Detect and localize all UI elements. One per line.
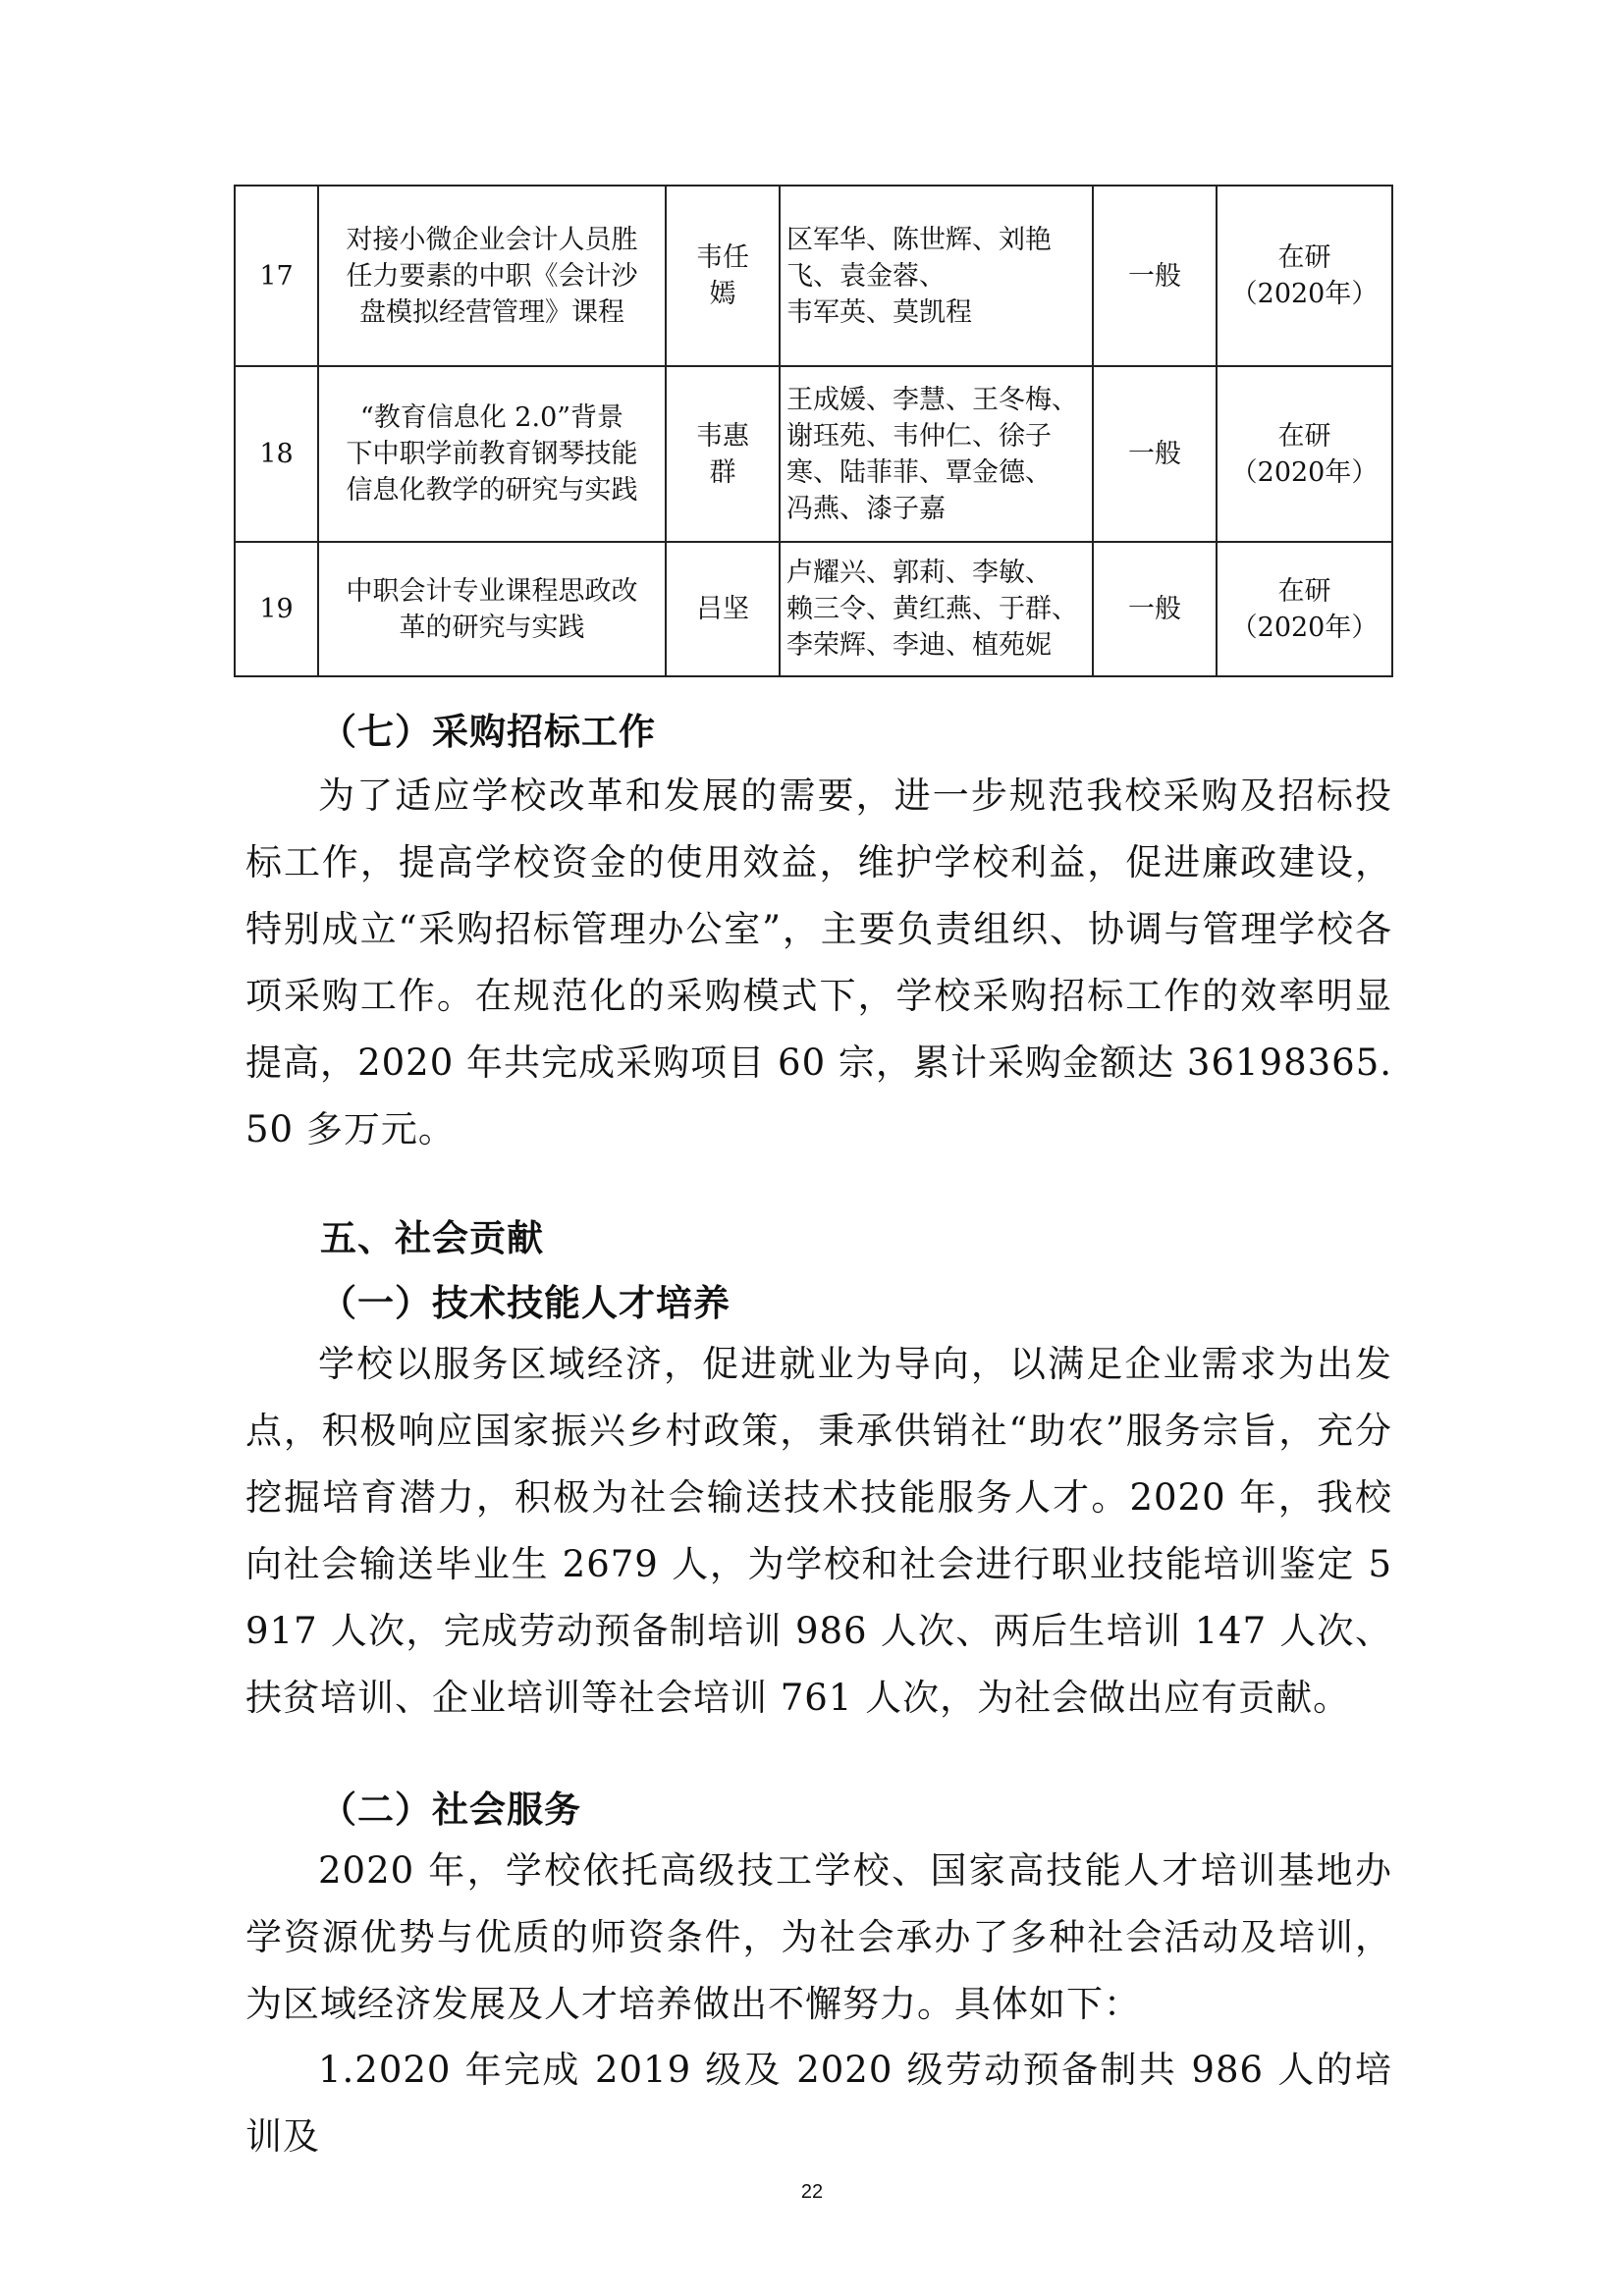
cell-project-title-line: “教育信息化 2.0”背景 [359,402,624,433]
cell-status-line: （2020年） [1230,612,1379,643]
cell-leader-line: 群 [709,456,736,488]
cell-number: 19 [235,542,318,676]
cell-members-line: 李荣辉、李迪、植苑妮 [786,630,1052,661]
cell-project-title-line: 任力要素的中职《会计沙 [346,260,638,292]
cell-level: 一般 [1093,366,1217,542]
table-row [235,542,1392,676]
page-number: 22 [800,2181,824,2203]
cell-members [780,542,1093,676]
cell-status-line: （2020年） [1230,279,1379,309]
cell-members-line: 寒、陆菲菲、覃金德、 [786,456,1052,488]
cell-status [1217,186,1392,366]
section-heading-procurement: （七）采购招标工作 [320,711,656,753]
cell-project-title [318,542,666,676]
table-row [235,186,1392,366]
cell-project-title [318,186,666,366]
cell-members [780,186,1093,366]
cell-members-line: 王成媛、李慧、王冬梅、 [786,384,1078,415]
table-row [235,366,1392,542]
cell-leader [666,366,780,542]
paragraph-item-1: 1.2020 年完成 2019 级及 2020 级劳动预备制共 986 人的培训及 [245,2049,1392,2158]
paragraph-talent-training: 学校以服务区域经济，促进就业为导向，以满足企业需求为出发点，积极响应国家振兴乡村政策，秉承供销社“助农”服务宗旨，充分挖掘培育潜力，积极为社会输送技术技能服务人才。2020 年，我校向社会输送毕业生 2679 人，为学校和社会进行职业技能培训鉴定 5917 人次，完成劳动预备制培训 986 人次、两后生培训 147 人次、扶贫培训、企业培训等社会培训 761 人次，为社会做出应有贡献。 [245,1343,1392,1719]
cell-status-line: （2020年） [1230,456,1379,488]
cell-project-title-line: 信息化教学的研究与实践 [346,475,638,506]
section-heading-talent-training: （一）技术技能人才培养 [320,1282,731,1324]
cell-members-line: 赖三令、黄红燕、于群、 [786,594,1078,624]
section-heading-social-service: （二）社会服务 [320,1789,581,1831]
cell-status [1217,542,1392,676]
paragraph-procurement: 为了适应学校改革和发展的需要，进一步规范我校采购及招标投标工作，提高学校资金的使用效益，维护学校利益，促进廉政建设，特别成立“采购招标管理办公室”，主要负责组织、协调与管理学校各项采购工作。在规范化的采购模式下，学校采购招标工作的效率明显提高，2020 年共完成采购项目 60 宗，累计采购金额达 36198365.50 多万元。 [245,774,1392,1150]
cell-leader-line: 韦任 [696,242,749,273]
research-projects-table [234,185,1393,677]
cell-leader [666,542,780,676]
cell-members-line: 韦军英、莫凯程 [786,296,972,328]
cell-leader-line: 嫣 [709,279,736,309]
cell-level: 一般 [1093,542,1217,676]
cell-members [780,366,1093,542]
cell-status-line: 在研 [1277,420,1331,452]
cell-members-line: 飞、袁金蓉、 [786,260,946,292]
cell-number: 17 [235,186,318,366]
cell-members-line: 冯燕、漆子嘉 [786,493,946,524]
cell-members-line: 谢珏苑、韦仲仁、徐子 [786,420,1052,452]
cell-members-line: 卢耀兴、郭莉、李敏、 [786,558,1052,588]
cell-leader-line: 吕坚 [696,594,749,624]
cell-leader-line: 韦惠 [696,420,749,452]
cell-number: 18 [235,366,318,542]
cell-status-line: 在研 [1277,242,1331,273]
cell-status [1217,366,1392,542]
paragraph-social-service: 2020 年，学校依托高级技工学校、国家高技能人才培训基地办学资源优势与优质的师资条件，为社会承办了多种社会活动及培训，为区域经济发展及人才培养做出不懈努力。具体如下： [245,1849,1392,2025]
cell-level: 一般 [1093,186,1217,366]
cell-project-title-line: 对接小微企业会计人员胜 [346,224,638,255]
cell-project-title-line: 盘模拟经营管理》课程 [359,296,624,328]
cell-members-line: 区军华、陈世辉、刘艳 [786,224,1052,255]
cell-status-line: 在研 [1277,575,1331,607]
cell-project-title-line: 革的研究与实践 [399,612,585,643]
chapter-heading-social-contribution: 五、社会贡献 [320,1217,544,1259]
cell-leader [666,186,780,366]
cell-project-title [318,366,666,542]
cell-project-title-line: 中职会计专业课程思政改 [346,575,638,607]
cell-project-title-line: 下中职学前教育钢琴技能 [346,439,638,469]
